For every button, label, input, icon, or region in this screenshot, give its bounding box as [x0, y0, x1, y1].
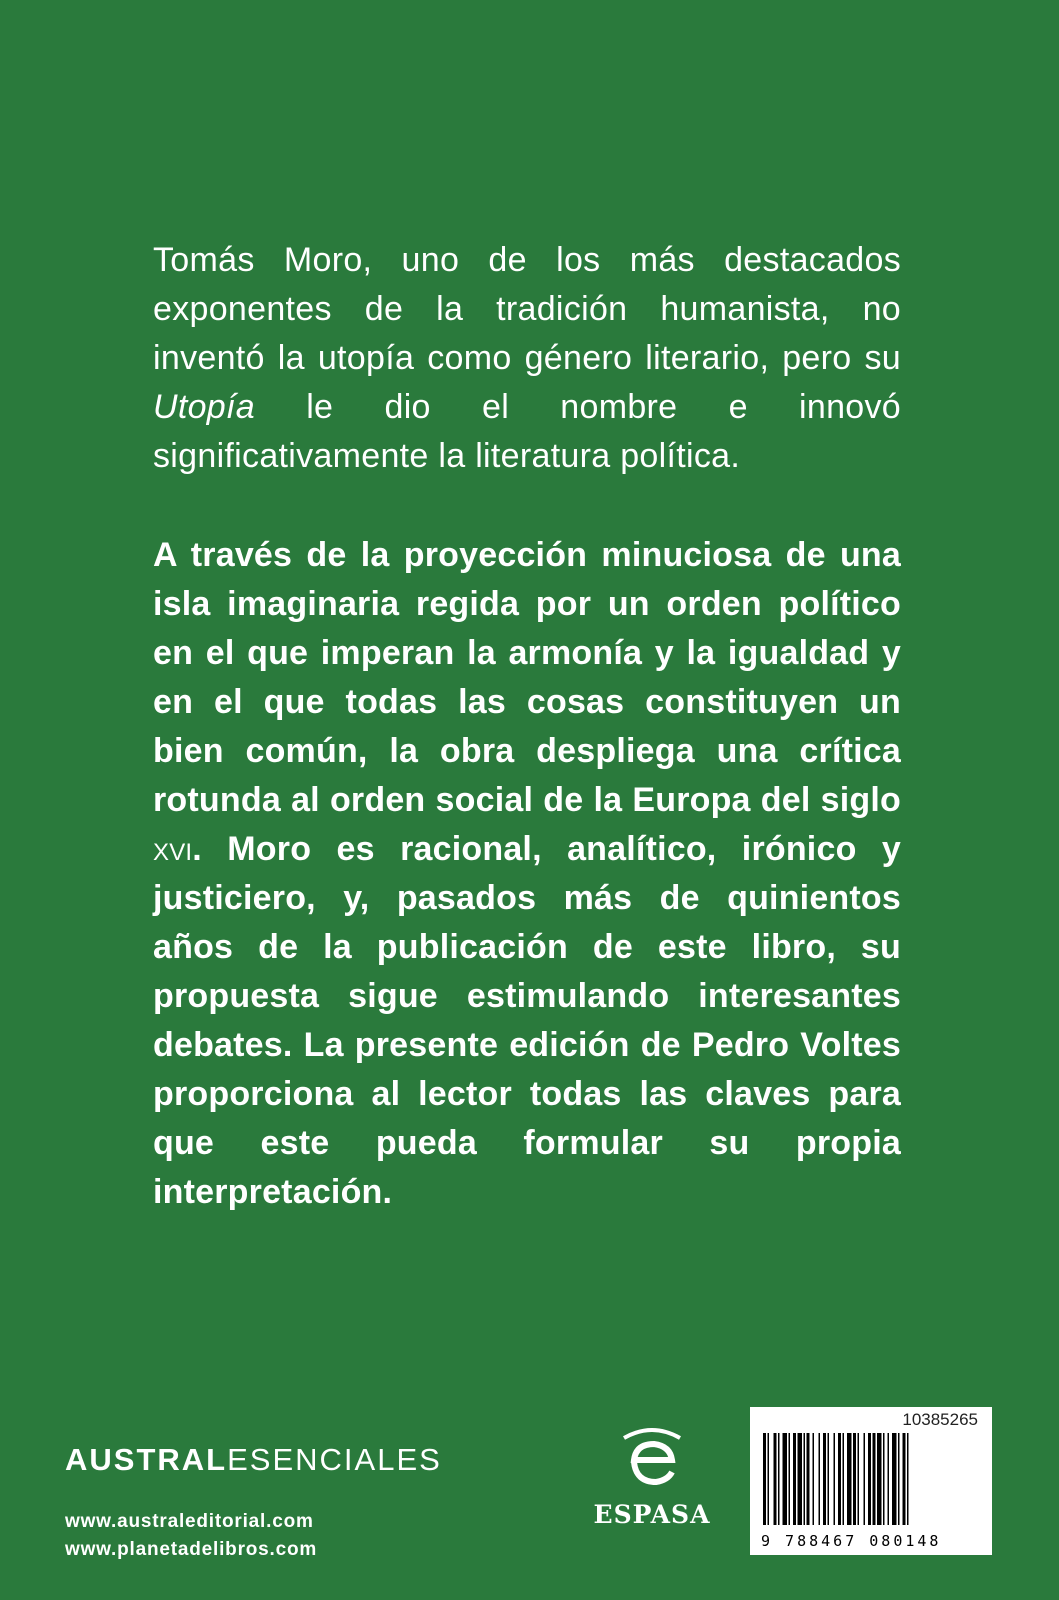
- blurb-paragraph-1: [153, 236, 901, 481]
- barcode-label: [750, 1407, 992, 1555]
- century-numeral: xvi: [153, 830, 193, 868]
- isbn-number: 9 788467 080148: [761, 1532, 942, 1550]
- collection-name-light: ESENCIALES: [227, 1442, 442, 1477]
- blurb-text: A través de la proyección minuciosa de una isla imaginaria regida por un orden político en el que imperan la armonía y la igualdad y en el que todas las cosas constituyen un bien común, la obra despliega una crítica rotunda al orden social de la Europa del siglo: [153, 536, 901, 819]
- blurb-text: Tomás Moro, uno de los más destacados exponentes de la tradición humanista, no inventó la utopía como género literario, pero su: [153, 241, 901, 377]
- espasa-e-logo-icon: [612, 1420, 692, 1496]
- blurb-text: le dio el nombre e innovó significativamente la literatura política.: [153, 388, 901, 475]
- publisher-logo: [582, 1420, 722, 1540]
- blurb-text: . Moro es racional, analítico, irónico y justiciero, y, pasados más de quinientos años de la publicación de este libro, su propuesta sigue estimulando interesantes debates. La presente edición de Pedro Voltes proporciona al lector todas las claves para que este pueda formular su propia interpretación.: [153, 830, 901, 1211]
- publisher-name: ESPASA: [593, 1500, 711, 1529]
- barcode-graphic: [763, 1433, 979, 1525]
- publisher-url: www.planetadelibros.com: [65, 1539, 318, 1560]
- blurb-paragraph-2: [153, 531, 901, 1217]
- collection-name: [65, 1440, 442, 1480]
- book-title-italic: Utopía: [153, 388, 255, 426]
- product-code: 10385265: [902, 1410, 978, 1429]
- publisher-url: www.australeditorial.com: [65, 1511, 314, 1532]
- collection-name-bold: AUSTRAL: [65, 1442, 228, 1477]
